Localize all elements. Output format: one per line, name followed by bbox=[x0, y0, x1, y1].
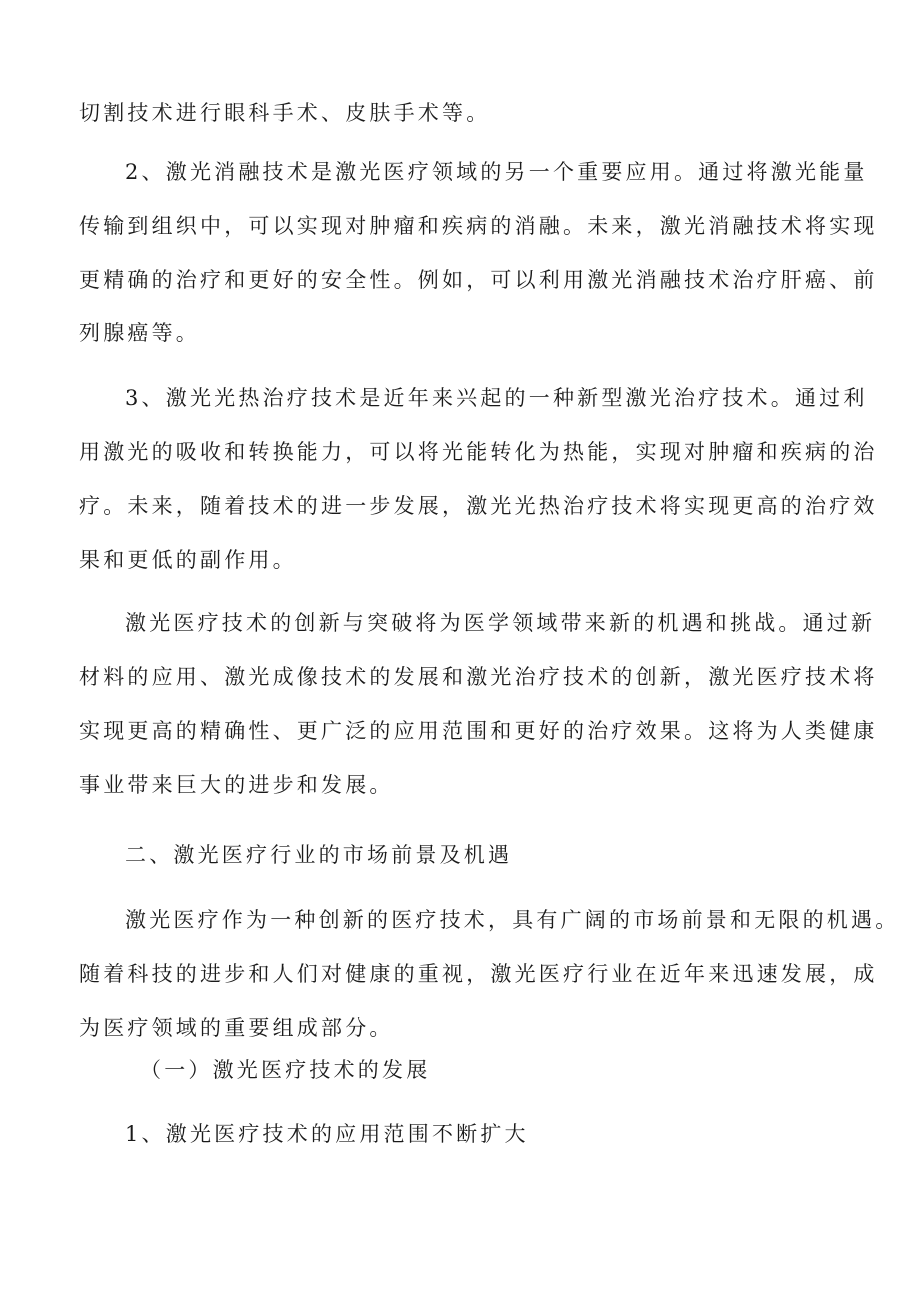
paragraph-line: 更精确的治疗和更好的安全性。例如，可以利用激光消融技术治疗肝癌、前 bbox=[79, 268, 878, 292]
paragraph-line: 用激光的吸收和转换能力，可以将光能转化为热能，实现对肿瘤和疾病的治 bbox=[79, 440, 878, 464]
subsection-heading: 1、激光医疗技术的应用范围不断扩大 bbox=[125, 1122, 529, 1146]
paragraph-line: 激光医疗技术的创新与突破将为医学领域带来新的机遇和挑战。通过新 bbox=[125, 611, 876, 635]
paragraph-line: 材料的应用、激光成像技术的发展和激光治疗技术的创新，激光医疗技术将 bbox=[79, 665, 878, 689]
paragraph-line: 实现更高的精确性、更广泛的应用范围和更好的治疗效果。这将为人类健康 bbox=[79, 719, 878, 743]
subsection-heading: （一）激光医疗技术的发展 bbox=[140, 1058, 431, 1082]
paragraph-line: 2、激光消融技术是激光医疗领域的另一个重要应用。通过将激光能量 bbox=[125, 160, 868, 184]
paragraph-line: 果和更低的副作用。 bbox=[79, 548, 297, 572]
paragraph-line: 事业带来巨大的进步和发展。 bbox=[79, 773, 394, 797]
paragraph-line: 传输到组织中，可以实现对肿瘤和疾病的消融。未来，激光消融技术将实现 bbox=[79, 214, 878, 238]
paragraph-line: 3、激光光热治疗技术是近年来兴起的一种新型激光治疗技术。通过利 bbox=[125, 386, 868, 410]
paragraph-line: 切割技术进行眼科手术、皮肤手术等。 bbox=[79, 101, 491, 125]
paragraph-line: 为医疗领域的重要组成部分。 bbox=[79, 1016, 394, 1040]
section-heading: 二、激光医疗行业的市场前景及机遇 bbox=[125, 843, 513, 867]
paragraph-line: 疗。未来，随着技术的进一步发展，激光光热治疗技术将实现更高的治疗效 bbox=[79, 494, 878, 518]
paragraph-line: 列腺癌等。 bbox=[79, 321, 200, 345]
paragraph-line: 随着科技的进步和人们对健康的重视，激光医疗行业在近年来迅速发展，成 bbox=[79, 962, 878, 986]
paragraph-line: 激光医疗作为一种创新的医疗技术，具有广阔的市场前景和无限的机遇。 bbox=[125, 908, 900, 932]
